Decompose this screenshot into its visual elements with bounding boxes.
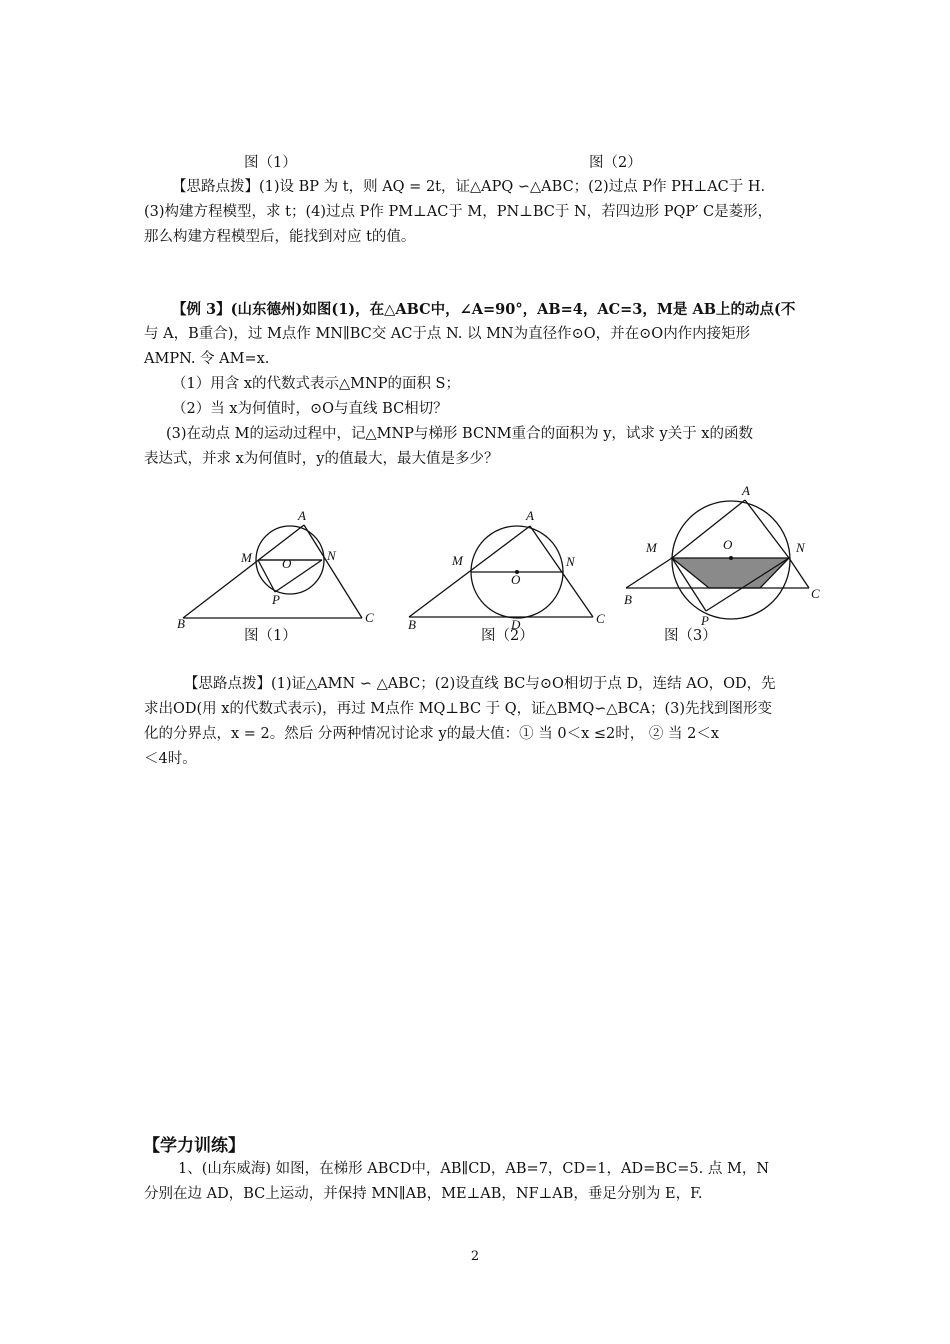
fig2-label-M: M: [452, 553, 463, 568]
fig3-label-C: C: [811, 586, 820, 601]
fig3-label-M: M: [646, 540, 657, 555]
fig2-label-D: D: [511, 617, 521, 632]
exercise1-line2: 分别在边 AD，BC上运动，并保持 MN∥AB，ME⊥AB，NF⊥AB，垂足分别为 E，F.: [144, 1186, 703, 1202]
fig3-label-P: P: [701, 613, 709, 628]
fig1-label-M: M: [241, 550, 252, 565]
example3-question-2: （2）当 x为何值时，⊙O与直线 BC相切？: [172, 401, 448, 417]
example3-question-3a: (3)在动点 M的运动过程中，记△MNP与梯形 BCNM重合的面积为 y，试求 y关于 x的函数: [166, 426, 753, 442]
example3-question-3b: 表达式，并求 x为何值时，y的值最大，最大值是多少？: [144, 451, 499, 467]
fig2-label-C: C: [596, 611, 605, 626]
fig1-label-P: P: [272, 592, 280, 607]
example-3: [144, 297, 812, 472]
fig1-label-N: N: [327, 548, 336, 563]
fig2-label-O: O: [511, 572, 521, 587]
page-number: 2: [470, 1249, 480, 1264]
exercise-1: [144, 1157, 812, 1207]
example3-figure-caption-2: 图（2）: [481, 628, 534, 644]
geometry-figures: [0, 478, 950, 648]
hint1-line2: (3)构建方程模型，求 t；(4)过点 P作 PM⊥AC于 M，PN⊥BC于 N，若四边形 PQP′ C是菱形，: [144, 204, 773, 220]
fig3-label-B: B: [624, 592, 632, 607]
figure-caption-1: 图（1）: [244, 155, 297, 171]
hint-paragraph-1: [144, 175, 812, 250]
example3-line2: 与 A，B重合)，过 M点作 MN∥BC交 AC于点 N. 以 MN为直径作⊙O，并在⊙O内作内接矩形: [144, 326, 751, 342]
hint2-line1: 【思路点拨】(1)证△AMN ∽ △ABC；(2)设直线 BC与⊙O相切于点 D，连结 AO，OD，先: [184, 676, 776, 692]
fig2-label-A: A: [526, 508, 534, 523]
fig2-label-N: N: [566, 554, 575, 569]
example3-figure-caption-3: 图（3）: [664, 628, 717, 644]
hint-paragraph-2: [144, 672, 812, 772]
fig3-label-N: N: [796, 540, 805, 555]
fig1-label-B: B: [177, 616, 185, 631]
example3-question-1: （1）用含 x的代数式表示△MNP的面积 S；: [172, 376, 460, 392]
example3-line3: AMPN. 令 AM=x.: [144, 351, 270, 367]
example3-line1: 【例 3】(山东德州)如图(1)，在△ABC中，∠A=90°，AB=4，AC=3，M是 AB上的动点(不: [172, 301, 796, 318]
fig3-label-O: O: [723, 537, 733, 552]
hint2-line2: 求出OD(用 x的代数式表示)，再过 M点作 MQ⊥BC 于 Q，证△BMQ∽△BCA；(3)先找到图形变: [144, 701, 773, 717]
example3-figure-caption-1: 图（1）: [244, 628, 297, 644]
figure-caption-2: 图（2）: [589, 155, 642, 171]
fig1-label-A: A: [298, 508, 306, 523]
hint1-line1: 【思路点拨】(1)设 BP 为 t，则 AQ = 2t，证△APQ ∽△ABC；(2)过点 P作 PH⊥AC于 H.: [172, 179, 766, 195]
hint1-line3: 那么构建方程模型后，能找到对应 t的值。: [144, 229, 416, 245]
fig2-label-B: B: [408, 617, 416, 632]
fig1-label-O: O: [282, 556, 292, 571]
fig1-label-C: C: [365, 610, 374, 625]
section-title: 【学力训练】: [143, 1136, 245, 1156]
figure-2: [409, 526, 593, 618]
hint2-line3: 化的分界点，x = 2。然后 分两种情况讨论求 y的最大值：① 当 0＜x ≤2时， ② 当 2＜x: [144, 726, 720, 742]
figure-3: [626, 500, 809, 619]
hint2-line4: ＜4时。: [144, 751, 197, 767]
exercise1-line1: 1、(山东威海) 如图，在梯形 ABCD中，AB∥CD，AB=7，CD=1，AD=BC=5. 点 M，N: [178, 1161, 770, 1177]
fig3-label-A: A: [742, 483, 750, 498]
